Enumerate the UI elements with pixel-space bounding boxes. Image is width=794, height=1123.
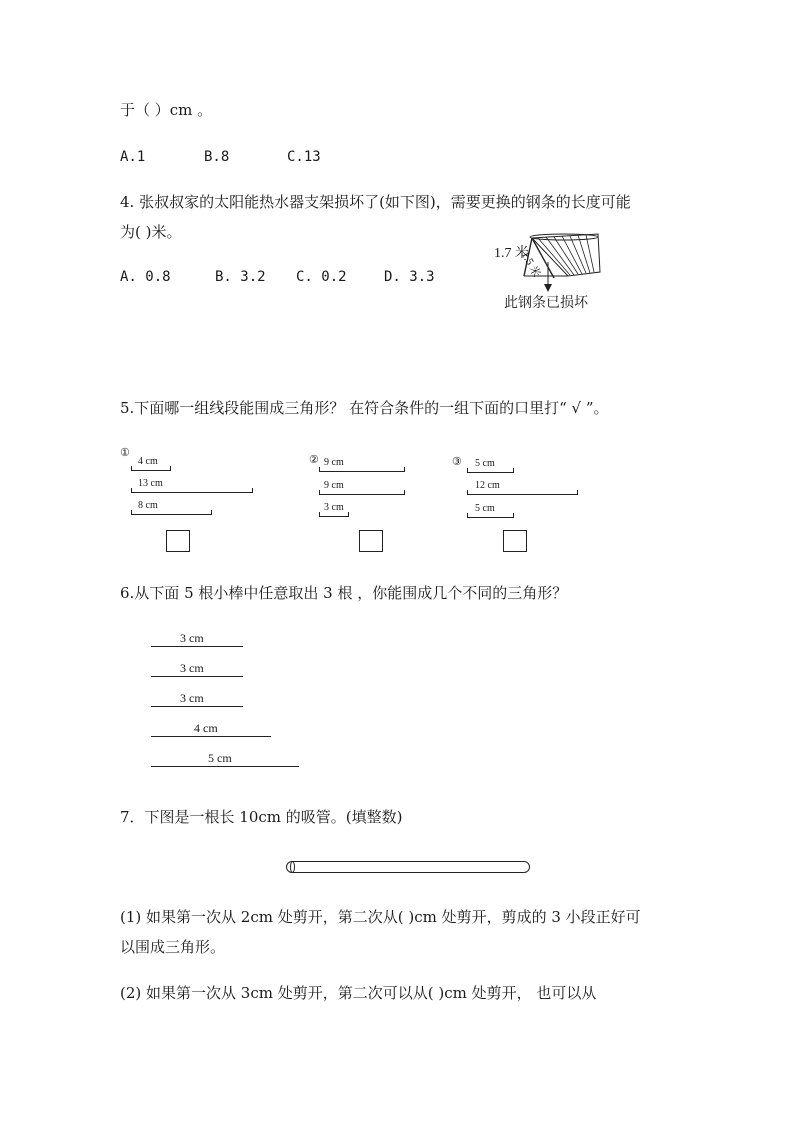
group2-seg1-label: 9 cm bbox=[324, 457, 344, 468]
group1-seg2 bbox=[131, 488, 253, 493]
group3-seg1-label: 5 cm bbox=[475, 458, 495, 469]
group1-checkbox[interactable] bbox=[166, 530, 190, 552]
group3-marker: ③ bbox=[452, 455, 462, 468]
group2-seg2-label: 9 cm bbox=[324, 480, 344, 491]
q4-option-a: A. 0.8 bbox=[120, 269, 171, 285]
q4-option-d: D. 3.3 bbox=[384, 269, 435, 285]
q4-option-c: C. 0.2 bbox=[296, 269, 347, 285]
group2-seg1 bbox=[319, 467, 405, 472]
stick2-label: 3 cm bbox=[180, 661, 204, 675]
group1-seg3-label: 8 cm bbox=[138, 500, 158, 511]
solar-heater-figure bbox=[488, 232, 618, 316]
q6-question: 6.从下面 5 根小棒中任意取出 3 根 ，你能围成几个不同的三角形？ bbox=[120, 584, 568, 602]
group3-seg2-label: 12 cm bbox=[475, 480, 500, 491]
stick4 bbox=[151, 736, 271, 737]
stick3-label: 3 cm bbox=[180, 691, 204, 705]
group3-seg1 bbox=[467, 468, 514, 473]
group1-seg3 bbox=[131, 510, 212, 515]
straw-figure bbox=[286, 861, 530, 873]
q4-option-b: B. 3.2 bbox=[215, 269, 266, 285]
stick5 bbox=[151, 766, 299, 767]
group2-seg3-label: 3 cm bbox=[324, 502, 344, 513]
group1-marker: ① bbox=[120, 446, 130, 459]
stick5-label: 5 cm bbox=[208, 751, 232, 765]
group1-seg2-label: 13 cm bbox=[138, 478, 163, 489]
group3-checkbox[interactable] bbox=[503, 530, 527, 552]
label-1-5-m: 1.5 米 bbox=[518, 249, 543, 280]
q3-option-c: C.13 bbox=[287, 149, 321, 165]
stick4-label: 4 cm bbox=[194, 721, 218, 735]
q7-question: 7．下图是一根长 10cm 的吸管。(填整数) bbox=[120, 808, 403, 826]
group3-seg3-label: 5 cm bbox=[475, 503, 495, 514]
stick2 bbox=[151, 676, 243, 677]
figure-caption: 此钢条已损坏 bbox=[504, 296, 588, 311]
group3-seg2 bbox=[467, 490, 578, 495]
q3-option-b: B.8 bbox=[204, 149, 230, 165]
q3-tail-text: 于（ ）cm 。 bbox=[120, 101, 213, 119]
stick3 bbox=[151, 706, 243, 707]
group2-marker: ② bbox=[309, 453, 319, 466]
group2-seg2 bbox=[319, 490, 405, 495]
group2-seg3 bbox=[319, 512, 349, 517]
q5-question: 5.下面哪一组线段能围成三角形？ 在符合条件的一组下面的口里打“ √ ”。 bbox=[120, 399, 609, 417]
group1-seg1-label: 4 cm bbox=[138, 456, 158, 467]
q7-sub1-line1: (1) 如果第一次从 2cm 处剪开，第二次从( )cm 处剪开，剪成的 3 小段正好可 bbox=[120, 908, 641, 926]
stick1-label: 3 cm bbox=[180, 631, 204, 645]
group3-seg3 bbox=[467, 513, 514, 518]
stick1 bbox=[151, 646, 243, 647]
group2-checkbox[interactable] bbox=[359, 530, 383, 552]
label-1-7-m: 1.7 米 bbox=[494, 246, 529, 261]
q7-sub1-line2: 以围成三角形。 bbox=[120, 938, 226, 956]
q4-question-line2: 为( )米。 bbox=[120, 223, 182, 241]
group1-seg1 bbox=[131, 466, 171, 471]
q3-option-a: A.1 bbox=[120, 149, 146, 165]
q7-sub2-line1: (2) 如果第一次从 3cm 处剪开，第二次可以从( )cm 处剪开， 也可以从 bbox=[120, 984, 597, 1002]
q4-question-line1: 4. 张叔叔家的太阳能热水器支架损坏了(如下图)，需要更换的钢条的长度可能 bbox=[120, 193, 631, 211]
